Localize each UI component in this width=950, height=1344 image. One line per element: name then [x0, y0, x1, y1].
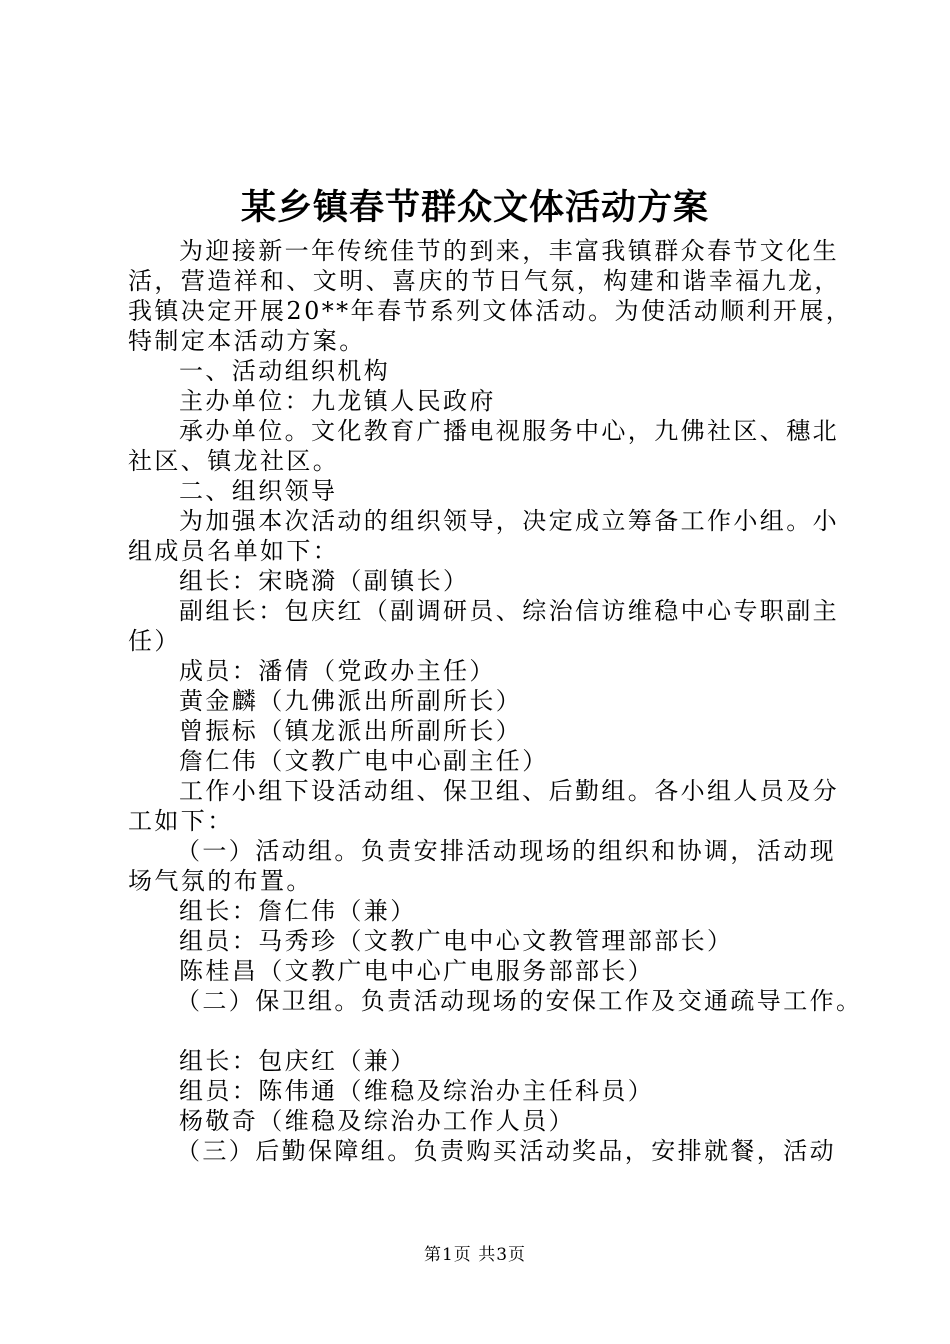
member-line: 组员：陈伟通（维稳及综治办主任科员）: [179, 1077, 655, 1105]
blank-line: [128, 1016, 840, 1046]
paragraph-line: 承办单位。文化教育广播电视服务中心，九佛社区、穗北: [179, 417, 839, 445]
member-line: 黄金麟（九佛派出所副所长）: [179, 687, 523, 715]
paragraph-line: 工如下：: [128, 807, 234, 835]
paragraph-line: 场气氛的布置。: [128, 867, 313, 895]
member-line: 曾振标（镇龙派出所副所长）: [179, 717, 523, 745]
member-line: 副组长：包庆红（副调研员、综治信访维稳中心专职副主: [179, 597, 839, 625]
member-line: 组员：马秀珍（文教广电中心文教管理部部长）: [179, 927, 734, 955]
subsection-heading: （三）后勤保障组。负责购买活动奖品，安排就餐，活动: [176, 1137, 836, 1165]
section-heading: 二、组织领导: [179, 477, 338, 505]
paragraph-line: 为迎接新一年传统佳节的到来，丰富我镇群众春节文化生: [179, 237, 839, 265]
member-line: 詹仁伟（文教广电中心副主任）: [179, 747, 549, 775]
paragraph-line: 为加强本次活动的组织领导，决定成立筹备工作小组。小: [179, 507, 839, 535]
paragraph-line: 活，营造祥和、文明、喜庆的节日气氛，构建和谐幸福九龙，: [128, 267, 841, 295]
member-line: 组长：包庆红（兼）: [179, 1047, 417, 1075]
document-title: 某乡镇春节群众文体活动方案: [240, 187, 709, 228]
paragraph-line: 工作小组下设活动组、保卫组、后勤组。各小组人员及分: [179, 777, 839, 805]
member-line: 杨敬奇（维稳及综治办工作人员）: [179, 1107, 575, 1135]
paragraph-line: 社区、镇龙社区。: [128, 447, 340, 475]
member-line: 陈桂昌（文教广电中心广电服务部部长）: [179, 957, 655, 985]
member-line: 组长：詹仁伟（兼）: [179, 897, 417, 925]
subsection-heading: （二）保卫组。负责活动现场的安保工作及交通疏导工作。: [176, 987, 863, 1015]
member-line: 成员：潘倩（党政办主任）: [179, 657, 496, 685]
paragraph-line: 特制定本活动方案。: [128, 327, 366, 355]
paragraph-line: 组成员名单如下：: [128, 537, 340, 565]
paragraph-line: 我镇决定开展20**年春节系列文体活动。为使活动顺利开展，: [128, 297, 853, 325]
paragraph-line: 主办单位：九龙镇人民政府: [179, 387, 496, 415]
subsection-heading: （一）活动组。负责安排活动现场的组织和协调，活动现: [176, 837, 836, 865]
member-line: 任）: [128, 627, 181, 655]
page-footer: 第1页 共3页: [423, 1245, 527, 1265]
document-body: [128, 236, 863, 1166]
member-line: 组长：宋晓漪（副镇长）: [179, 567, 470, 595]
section-heading: 一、活动组织机构: [179, 357, 391, 385]
